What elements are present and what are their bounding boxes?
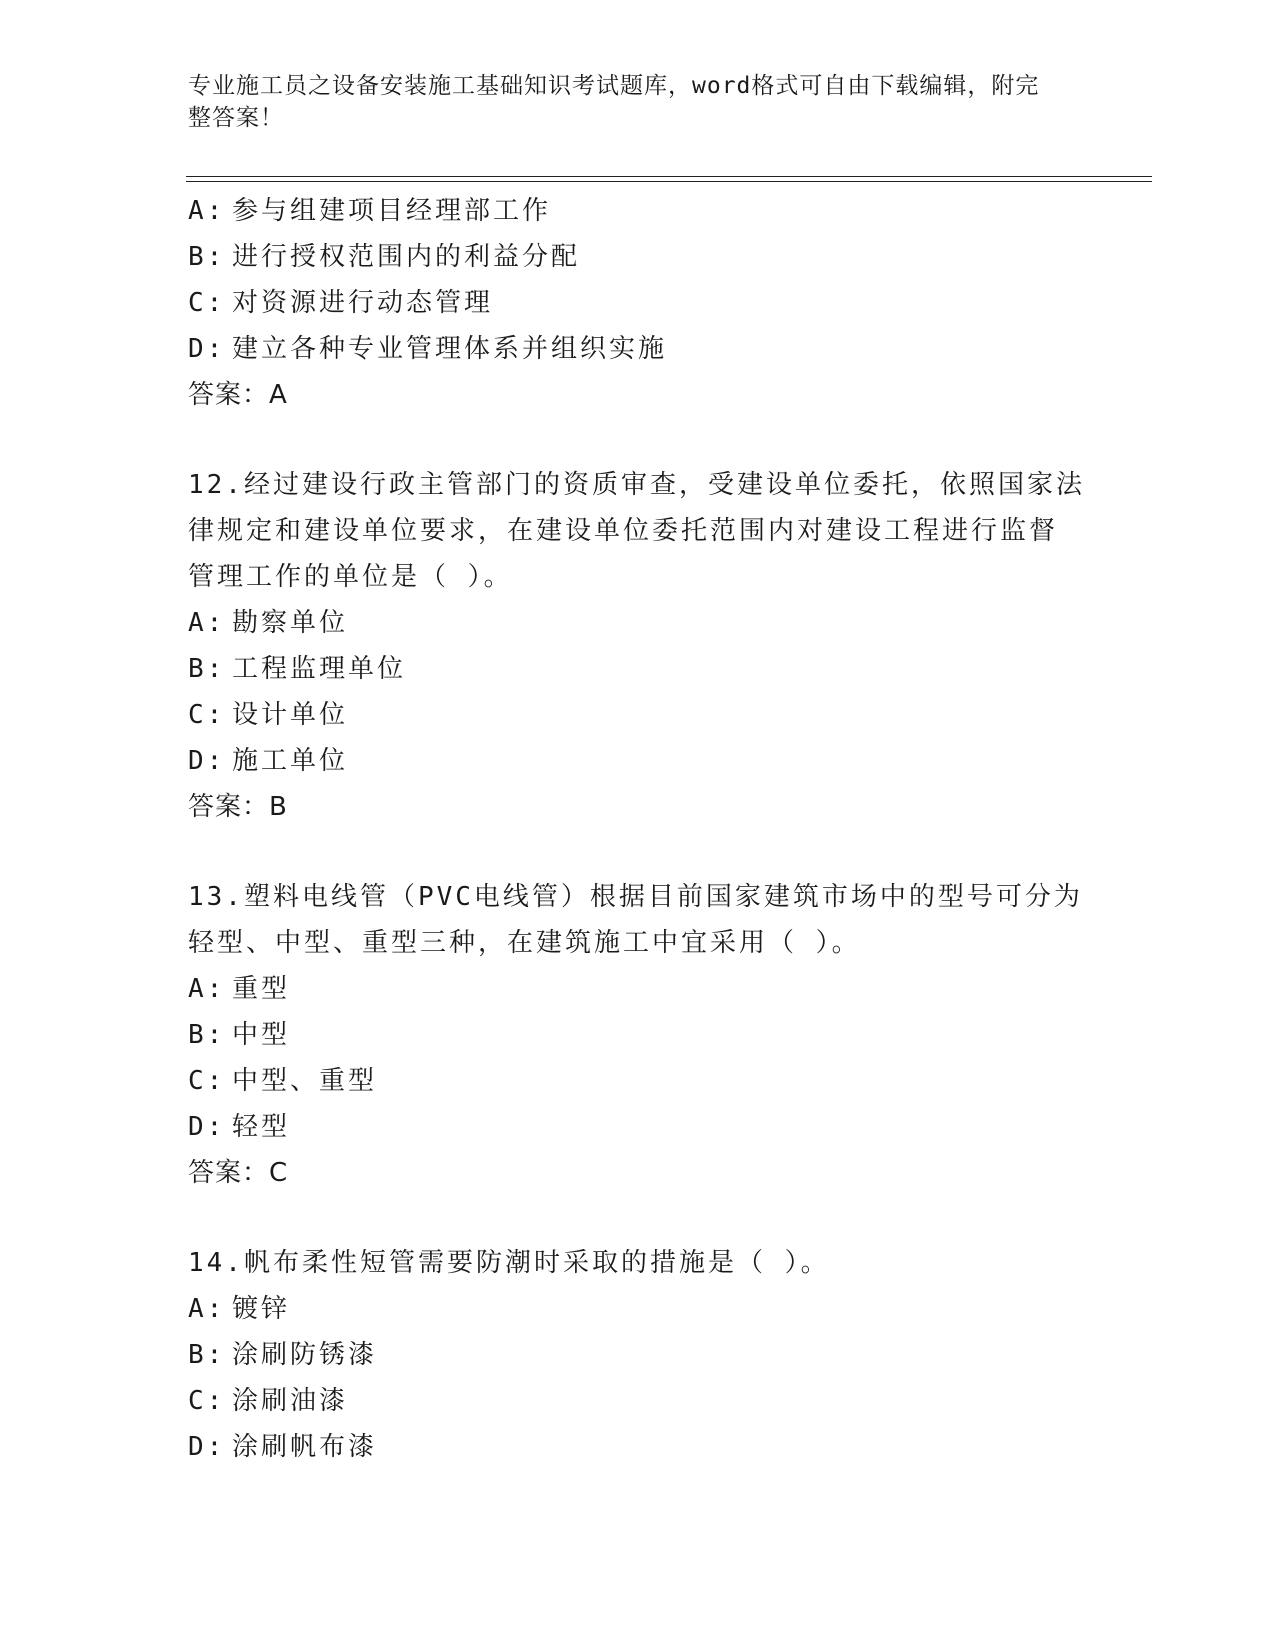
- question-stem-line: 律规定和建设单位要求，在建设单位委托范围内对建设工程进行监督: [188, 516, 1059, 546]
- document-header: [188, 70, 1068, 134]
- header-divider-bottom: [186, 181, 1152, 182]
- option-b: B: 进行授权范围内的利益分配: [188, 242, 581, 272]
- option-c: C: 设计单位: [188, 700, 349, 730]
- option-d: D: 施工单位: [188, 746, 349, 776]
- header-title-line-2: 整答案！: [188, 105, 284, 131]
- question-stem-line: 14.帆布柔性短管需要防潮时采取的措施是（ ）。: [188, 1248, 830, 1278]
- question-stem-line: 管理工作的单位是（ ）。: [188, 562, 513, 592]
- option-d: D: 涂刷帆布漆: [188, 1432, 378, 1462]
- answer-label: 答案：C: [188, 1158, 289, 1188]
- option-b: B: 工程监理单位: [188, 654, 407, 684]
- option-c: C: 对资源进行动态管理: [188, 288, 494, 318]
- question-stem-line: 轻型、中型、重型三种，在建筑施工中宜采用（ ）。: [188, 928, 861, 958]
- header-title-line-1: 专业施工员之设备安装施工基础知识考试题库，word格式可自由下载编辑，附完: [188, 73, 1040, 99]
- header-divider-top: [186, 176, 1152, 177]
- option-c: C: 涂刷油漆: [188, 1386, 349, 1416]
- answer-label: 答案：B: [188, 792, 288, 822]
- option-c: C: 中型、重型: [188, 1066, 378, 1096]
- question-stem-line: 13.塑料电线管（PVC电线管）根据目前国家建筑市场中的型号可分为: [188, 882, 1083, 912]
- question-stem-line: 12.经过建设行政主管部门的资质审查，受建设单位委托，依照国家法: [188, 470, 1085, 500]
- question-13: [188, 874, 1088, 1196]
- option-d: D: 轻型: [188, 1112, 291, 1142]
- option-a: A: 镀锌: [188, 1294, 291, 1324]
- option-b: B: 中型: [188, 1020, 291, 1050]
- option-a: A: 重型: [188, 974, 291, 1004]
- question-14: [188, 1240, 1088, 1470]
- option-a: A: 参与组建项目经理部工作: [188, 196, 552, 226]
- option-d: D: 建立各种专业管理体系并组织实施: [188, 334, 668, 364]
- option-b: B: 涂刷防锈漆: [188, 1340, 378, 1370]
- question-12: [188, 462, 1088, 830]
- question-11-continued: [188, 188, 1088, 418]
- question-list: [188, 188, 1088, 1470]
- option-a: A: 勘察单位: [188, 608, 349, 638]
- answer-label: 答案：A: [188, 380, 288, 410]
